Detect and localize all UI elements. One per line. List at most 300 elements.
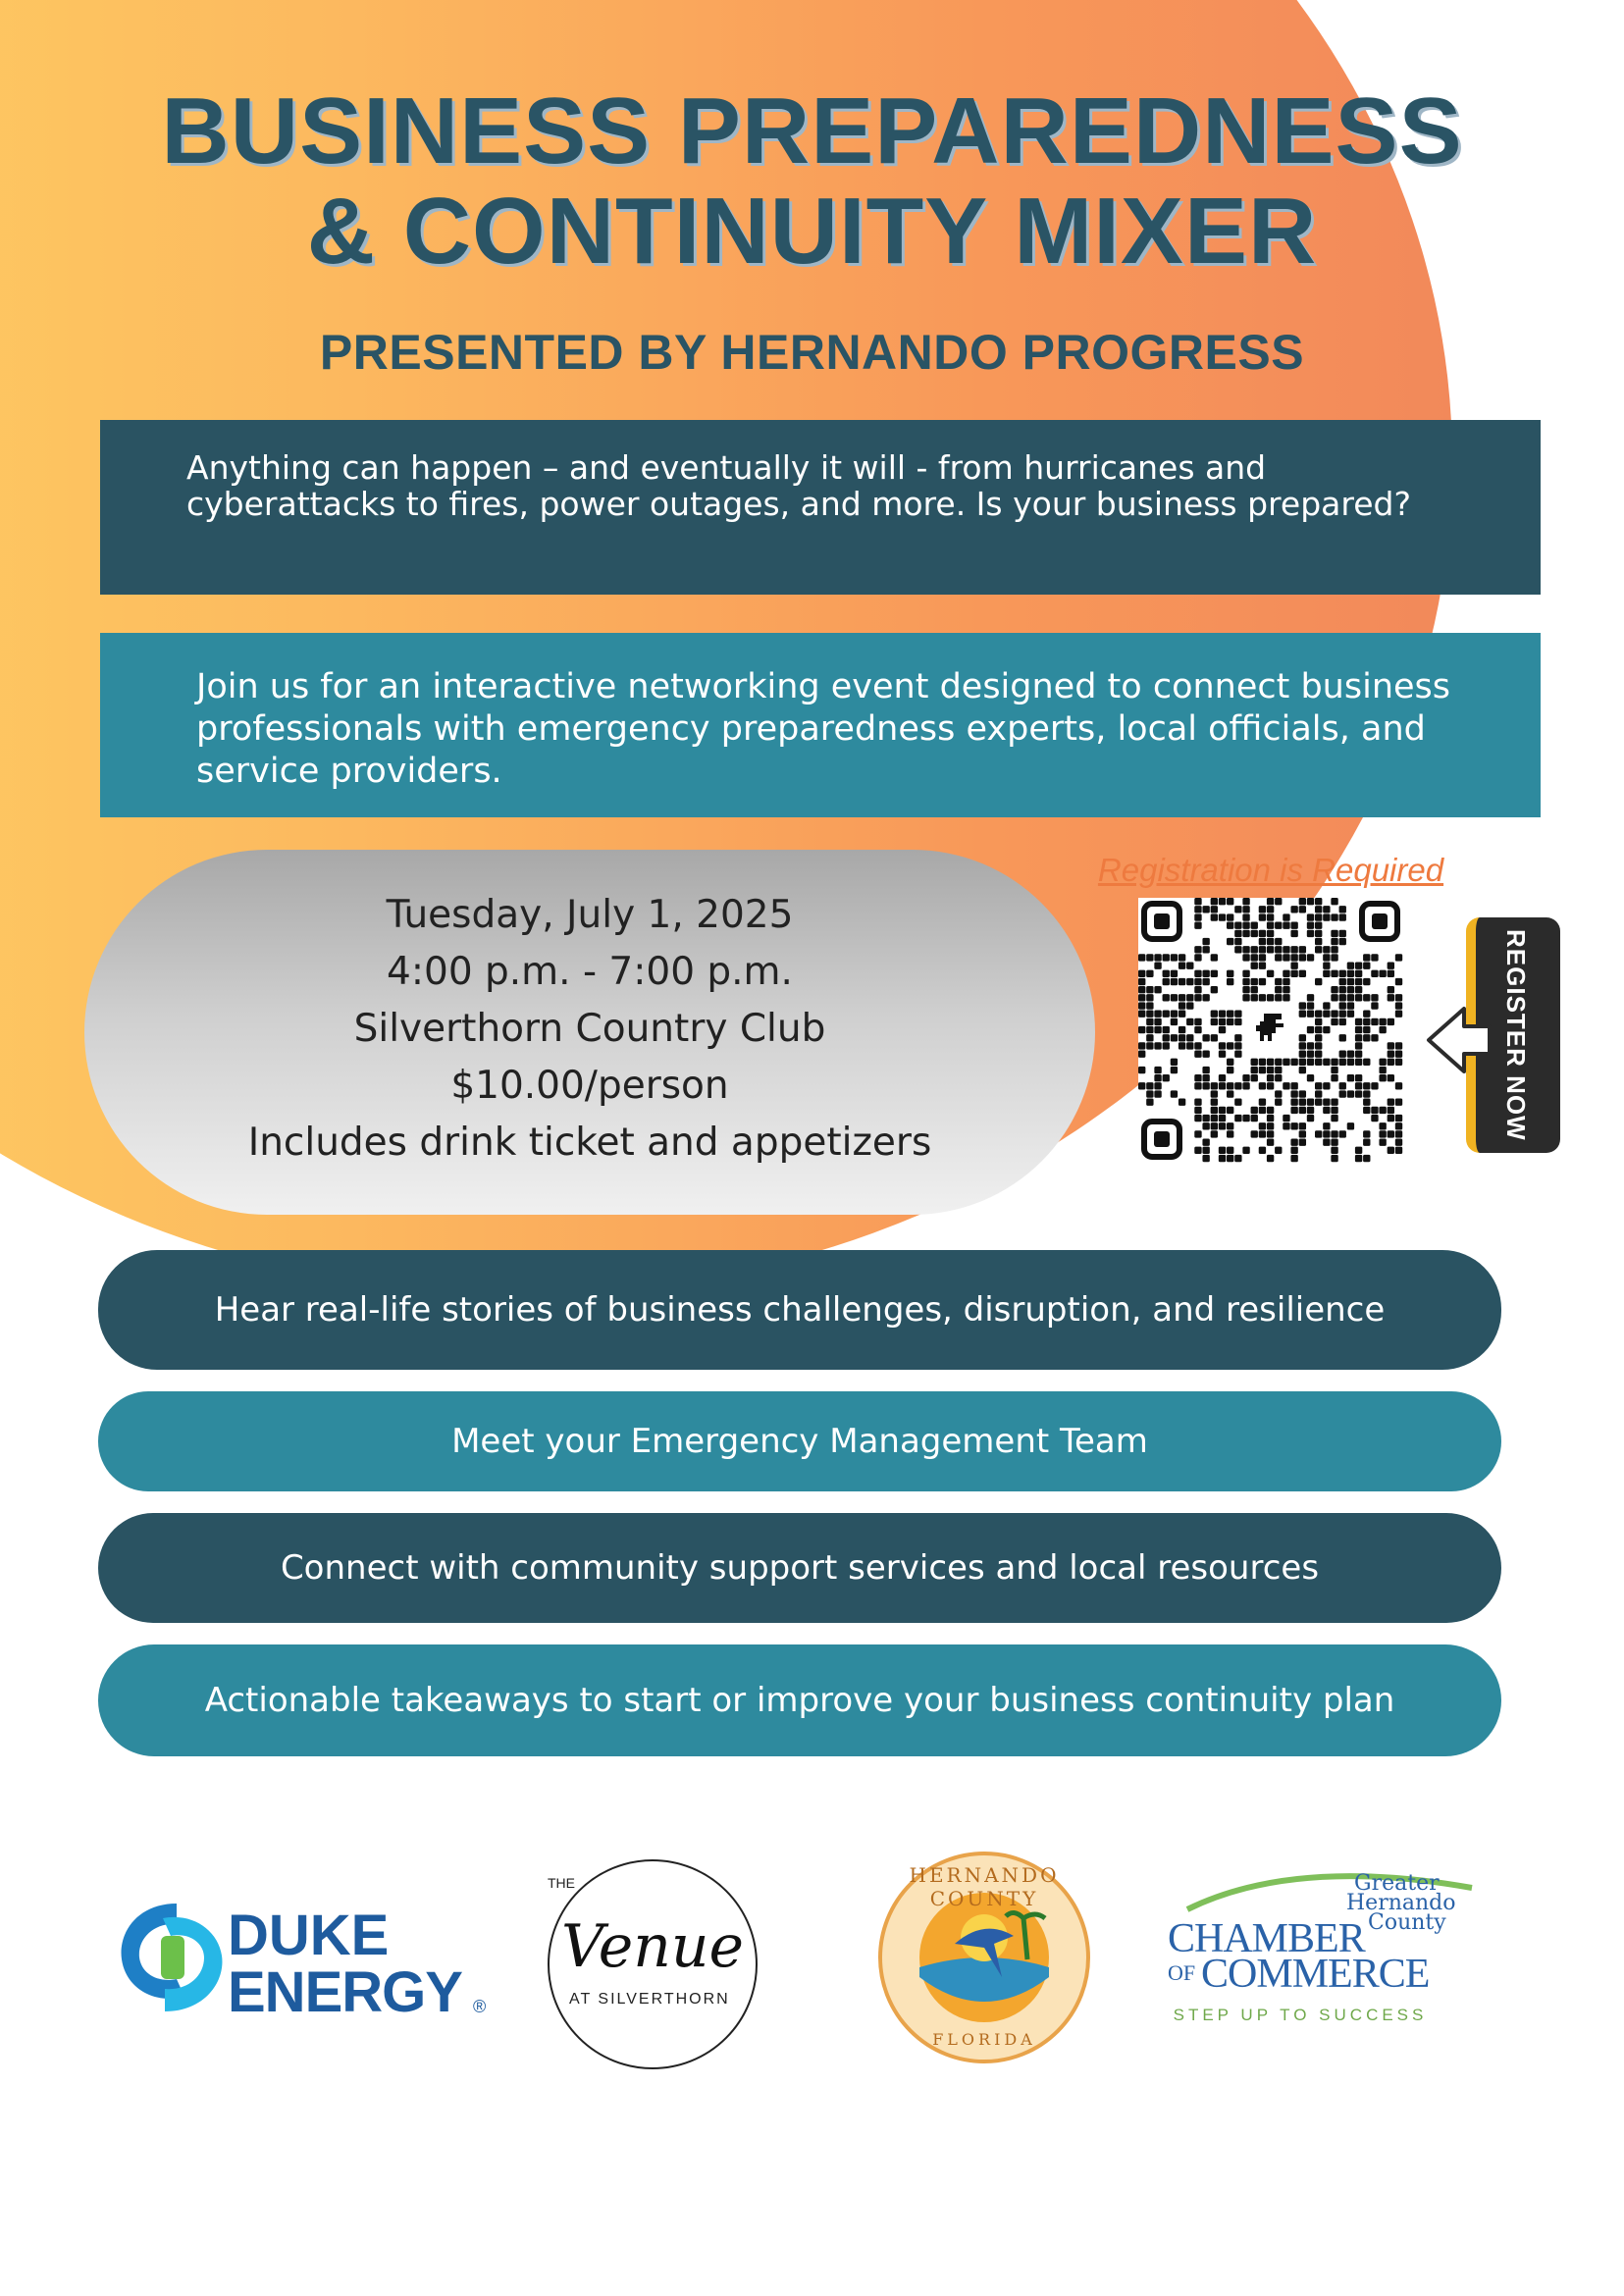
- registered-mark: ®: [473, 1997, 487, 2016]
- qr-module: [1388, 1099, 1394, 1106]
- qr-module: [1339, 970, 1346, 977]
- qr-module: [1219, 1050, 1226, 1057]
- qr-module: [1186, 1042, 1193, 1049]
- qr-module: [1211, 1099, 1218, 1106]
- qr-module: [1171, 978, 1178, 985]
- qr-module: [1146, 1042, 1153, 1049]
- chamber-tagline: STEP UP TO SUCCESS: [1173, 2006, 1428, 2024]
- qr-module: [1315, 1042, 1322, 1049]
- qr-module: [1259, 1099, 1266, 1106]
- qr-module: [1154, 1011, 1161, 1018]
- qr-module: [1290, 922, 1297, 929]
- qr-module: [1371, 970, 1378, 977]
- qr-module: [1275, 938, 1282, 945]
- qr-module: [1267, 994, 1274, 1001]
- duke-energy-logo: [108, 1889, 500, 2026]
- qr-module: [1194, 898, 1201, 905]
- qr-module: [1371, 1018, 1378, 1025]
- qr-module: [1363, 1130, 1370, 1137]
- highlight-pill-3: Connect with community support services and local resources: [98, 1513, 1501, 1623]
- qr-module: [1138, 1067, 1145, 1073]
- qr-module: [1179, 954, 1185, 961]
- qr-module: [1138, 1011, 1145, 1018]
- qr-module: [1275, 946, 1282, 953]
- qr-module: [1347, 1050, 1354, 1057]
- qr-module: [1179, 978, 1185, 985]
- qr-module: [1315, 1099, 1322, 1106]
- qr-module: [1363, 1018, 1370, 1025]
- qr-module: [1347, 1122, 1354, 1129]
- qr-module: [1355, 1018, 1362, 1025]
- qr-module: [1331, 1107, 1337, 1114]
- qr-module: [1146, 1026, 1153, 1033]
- qr-module: [1371, 1034, 1378, 1041]
- qr-module: [1307, 898, 1314, 905]
- qr-module: [1202, 1155, 1209, 1162]
- qr-module: [1290, 1099, 1297, 1106]
- qr-module: [1186, 994, 1193, 1001]
- qr-module: [1219, 1155, 1226, 1162]
- qr-module: [1283, 1082, 1289, 1089]
- qr-module: [1371, 954, 1378, 961]
- qr-module: [1194, 1074, 1201, 1081]
- qr-module: [1379, 1107, 1386, 1114]
- qr-module: [1267, 1138, 1274, 1145]
- qr-module: [1154, 986, 1161, 993]
- qr-module: [1251, 1107, 1258, 1114]
- qr-module: [1315, 1034, 1322, 1041]
- qr-module: [1355, 1059, 1362, 1066]
- qr-module: [1186, 962, 1193, 968]
- join-box: [100, 633, 1541, 817]
- qr-module: [1211, 913, 1218, 920]
- qr-module: [1331, 970, 1337, 977]
- qr-module: [1331, 898, 1337, 905]
- qr-module: [1315, 913, 1322, 920]
- qr-module: [1267, 1115, 1274, 1122]
- qr-module: [1227, 970, 1233, 977]
- qr-module: [1395, 1115, 1402, 1122]
- qr-code-graphic: [1138, 898, 1403, 1163]
- qr-module: [1267, 1122, 1274, 1129]
- qr-module: [1331, 1074, 1337, 1081]
- qr-module: [1234, 1115, 1241, 1122]
- qr-module: [1259, 1130, 1266, 1137]
- qr-module: [1339, 1002, 1346, 1009]
- venue-sub-text: AT SILVERTHORN: [569, 1991, 730, 2008]
- qr-module: [1275, 994, 1282, 1001]
- qr-module: [1307, 994, 1314, 1001]
- qr-module: [1194, 1082, 1201, 1089]
- qr-module: [1283, 1122, 1289, 1129]
- qr-module: [1219, 913, 1226, 920]
- qr-module: [1171, 1059, 1178, 1066]
- qr-module: [1307, 1059, 1314, 1066]
- qr-module: [1219, 898, 1226, 905]
- qr-module: [1259, 978, 1266, 985]
- qr-module: [1395, 1099, 1402, 1106]
- qr-module: [1355, 1074, 1362, 1081]
- qr-module: [1331, 954, 1337, 961]
- qr-module: [1315, 1059, 1322, 1066]
- qr-module: [1299, 946, 1306, 953]
- qr-module: [1363, 1011, 1370, 1018]
- qr-module: [1194, 1107, 1201, 1114]
- qr-module: [1154, 962, 1161, 968]
- qr-module: [1290, 1122, 1297, 1129]
- qr-module: [1379, 1074, 1386, 1081]
- qr-module: [1290, 1138, 1297, 1145]
- qr-module: [1179, 1026, 1185, 1033]
- chamber-greater-text: Greater: [1354, 1871, 1440, 1896]
- qr-module: [1179, 1011, 1185, 1018]
- qr-module: [1219, 1082, 1226, 1089]
- chamber-of-commerce-logo: [1158, 1862, 1482, 2039]
- qr-module: [1299, 1107, 1306, 1114]
- qr-module: [1323, 906, 1330, 913]
- qr-module: [1363, 978, 1370, 985]
- qr-module: [1347, 970, 1354, 977]
- qr-module: [1163, 1034, 1170, 1041]
- qr-module: [1275, 978, 1282, 985]
- venue-logo: [548, 1859, 758, 2069]
- qr-module: [1259, 962, 1266, 968]
- qr-module: [1307, 922, 1314, 929]
- qr-module: [1211, 986, 1218, 993]
- qr-module: [1355, 970, 1362, 977]
- qr-module: [1395, 1147, 1402, 1154]
- qr-module: [1275, 1099, 1282, 1106]
- qr-module: [1323, 954, 1330, 961]
- qr-module: [1251, 994, 1258, 1001]
- qr-module: [1251, 922, 1258, 929]
- qr-module: [1194, 906, 1201, 913]
- qr-module: [1227, 978, 1233, 985]
- qr-module: [1331, 1018, 1337, 1025]
- qr-module: [1371, 1082, 1378, 1089]
- qr-module: [1163, 1011, 1170, 1018]
- qr-module: [1251, 1115, 1258, 1122]
- qr-module: [1315, 922, 1322, 929]
- qr-module: [1234, 1034, 1241, 1041]
- qr-module: [1227, 922, 1233, 929]
- qr-module: [1194, 1115, 1201, 1122]
- qr-module: [1171, 970, 1178, 977]
- qr-module: [1299, 1138, 1306, 1145]
- qr-module: [1395, 1130, 1402, 1137]
- qr-module: [1331, 994, 1337, 1001]
- qr-module: [1194, 1042, 1201, 1049]
- qr-module: [1227, 1042, 1233, 1049]
- qr-module: [1347, 1002, 1354, 1009]
- qr-module: [1227, 1082, 1233, 1089]
- qr-module: [1202, 1034, 1209, 1041]
- qr-module: [1290, 930, 1297, 937]
- qr-module: [1388, 1059, 1394, 1066]
- qr-module: [1211, 1018, 1218, 1025]
- registration-required-note[interactable]: Registration is Required: [1097, 852, 1444, 888]
- qr-module: [1299, 1002, 1306, 1009]
- chamber-county-text: County: [1368, 1910, 1446, 1935]
- qr-module: [1179, 962, 1185, 968]
- qr-module: [1331, 1138, 1337, 1145]
- qr-module: [1331, 1059, 1337, 1066]
- qr-module: [1323, 1099, 1330, 1106]
- qr-module: [1227, 1018, 1233, 1025]
- qr-module: [1363, 1155, 1370, 1162]
- qr-module: [1242, 946, 1249, 953]
- qr-module: [1211, 1011, 1218, 1018]
- qr-module: [1323, 962, 1330, 968]
- qr-module: [1388, 1018, 1394, 1025]
- qr-module: [1251, 1067, 1258, 1073]
- qr-module: [1331, 1115, 1337, 1122]
- qr-module: [1307, 1050, 1314, 1057]
- qr-module: [1202, 994, 1209, 1001]
- qr-module: [1371, 1115, 1378, 1122]
- qr-module: [1315, 1130, 1322, 1137]
- qr-module: [1179, 1034, 1185, 1041]
- qr-module: [1275, 1074, 1282, 1081]
- qr-module: [1171, 1018, 1178, 1025]
- qr-module: [1267, 1067, 1274, 1073]
- qr-module: [1323, 1107, 1330, 1114]
- qr-module: [1242, 994, 1249, 1001]
- qr-module: [1202, 1122, 1209, 1129]
- qr-module: [1339, 1011, 1346, 1018]
- qr-module: [1242, 954, 1249, 961]
- qr-module: [1315, 1082, 1322, 1089]
- qr-module: [1339, 913, 1346, 920]
- qr-module: [1194, 913, 1201, 920]
- qr-module: [1171, 954, 1178, 961]
- qr-module: [1388, 1107, 1394, 1114]
- qr-module: [1242, 1074, 1249, 1081]
- qr-module: [1234, 938, 1241, 945]
- qr-module: [1219, 1042, 1226, 1049]
- qr-module: [1363, 1059, 1370, 1066]
- qr-module: [1219, 1026, 1226, 1033]
- qr-module: [1299, 1011, 1306, 1018]
- qr-module: [1171, 1090, 1178, 1097]
- qr-module: [1347, 986, 1354, 993]
- qr-module: [1283, 913, 1289, 920]
- duke-text: DUKE: [228, 1904, 390, 1967]
- qr-module: [1234, 1018, 1241, 1025]
- title-line-1: BUSINESS PREPAREDNESS: [161, 78, 1463, 183]
- qr-module: [1259, 994, 1266, 1001]
- qr-module: [1299, 1122, 1306, 1129]
- qr-module: [1194, 1147, 1201, 1154]
- qr-module: [1259, 954, 1266, 961]
- qr-module: [1267, 938, 1274, 945]
- qr-module: [1219, 1122, 1226, 1129]
- qr-module: [1331, 1147, 1337, 1154]
- qr-module: [1355, 1147, 1362, 1154]
- qr-module: [1323, 1122, 1330, 1129]
- qr-module: [1331, 1011, 1337, 1018]
- qr-module: [1267, 970, 1274, 977]
- qr-module: [1242, 906, 1249, 913]
- qr-module: [1202, 1147, 1209, 1154]
- qr-module: [1379, 1059, 1386, 1066]
- qr-module: [1219, 1107, 1226, 1114]
- qr-module: [1379, 1067, 1386, 1073]
- qr-module: [1379, 1018, 1386, 1025]
- qr-module: [1323, 1082, 1330, 1089]
- qr-module: [1202, 1138, 1209, 1145]
- qr-module: [1211, 898, 1218, 905]
- qr-module: [1283, 922, 1289, 929]
- qr-module: [1171, 1011, 1178, 1018]
- qr-module: [1299, 1050, 1306, 1057]
- qr-module: [1211, 1090, 1218, 1097]
- qr-module: [1138, 986, 1145, 993]
- qr-module: [1219, 1115, 1226, 1122]
- qr-module: [1290, 970, 1297, 977]
- qr-module: [1339, 1082, 1346, 1089]
- qr-module: [1227, 898, 1233, 905]
- highlight-pill-4: Actionable takeaways to start or improve your business continuity plan: [98, 1644, 1501, 1756]
- qr-module: [1315, 938, 1322, 945]
- venue-the-text: THE: [548, 1875, 575, 1891]
- qr-module: [1275, 1147, 1282, 1154]
- qr-module: [1395, 1002, 1402, 1009]
- qr-module: [1194, 954, 1201, 961]
- qr-module: [1290, 1059, 1297, 1066]
- qr-module: [1202, 1050, 1209, 1057]
- qr-module: [1267, 1107, 1274, 1114]
- qr-module: [1138, 994, 1145, 1001]
- qr-module: [1251, 1059, 1258, 1066]
- qr-module: [1339, 978, 1346, 985]
- qr-module: [1299, 970, 1306, 977]
- qr-module: [1275, 922, 1282, 929]
- qr-module: [1259, 1147, 1266, 1154]
- qr-module: [1339, 986, 1346, 993]
- qr-module: [1171, 1034, 1178, 1041]
- qr-module: [1227, 1155, 1233, 1162]
- qr-module: [1154, 1018, 1161, 1025]
- qr-module: [1307, 1026, 1314, 1033]
- qr-module: [1347, 962, 1354, 968]
- county-bottom-text: FLORIDA: [932, 2030, 1036, 2049]
- qr-module: [1323, 1002, 1330, 1009]
- qr-module: [1179, 994, 1185, 1001]
- qr-module: [1186, 978, 1193, 985]
- qr-module: [1234, 1099, 1241, 1106]
- qr-module: [1299, 1130, 1306, 1137]
- qr-module: [1275, 1059, 1282, 1066]
- qr-module: [1251, 946, 1258, 953]
- qr-module: [1146, 986, 1153, 993]
- qr-module: [1379, 1026, 1386, 1033]
- qr-module: [1307, 1074, 1314, 1081]
- qr-module: [1355, 1155, 1362, 1162]
- qr-module: [1154, 954, 1161, 961]
- qr-module: [1227, 913, 1233, 920]
- qr-module: [1339, 1059, 1346, 1066]
- qr-module: [1146, 1011, 1153, 1018]
- qr-module: [1234, 1042, 1241, 1049]
- qr-module: [1299, 954, 1306, 961]
- qr-module: [1363, 994, 1370, 1001]
- energy-text: ENERGY: [228, 1960, 462, 2024]
- venue-name-text: Venue: [560, 1912, 745, 1981]
- qr-module: [1154, 1067, 1161, 1073]
- qr-module: [1154, 1074, 1161, 1081]
- registration-qr-code[interactable]: [1138, 898, 1403, 1163]
- qr-module: [1347, 978, 1354, 985]
- qr-module: [1267, 898, 1274, 905]
- qr-module: [1194, 1099, 1201, 1106]
- qr-module: [1363, 1138, 1370, 1145]
- qr-module: [1331, 1130, 1337, 1137]
- qr-module: [1138, 978, 1145, 985]
- join-text: Join us for an interactive networking event designed to connect business professionals with emergency preparedness experts, local officials, and service providers.: [196, 667, 1451, 791]
- qr-module: [1171, 994, 1178, 1001]
- qr-module: [1211, 1034, 1218, 1041]
- qr-module: [1331, 1099, 1337, 1106]
- qr-module: [1194, 994, 1201, 1001]
- qr-module: [1355, 978, 1362, 985]
- qr-module: [1315, 1018, 1322, 1025]
- qr-module: [1194, 970, 1201, 977]
- qr-module: [1259, 1122, 1266, 1129]
- qr-module: [1388, 994, 1394, 1001]
- qr-module: [1267, 922, 1274, 929]
- qr-module: [1211, 1107, 1218, 1114]
- qr-module: [1395, 994, 1402, 1001]
- qr-module: [1202, 906, 1209, 913]
- qr-module: [1283, 946, 1289, 953]
- qr-module: [1339, 930, 1346, 937]
- qr-module: [1227, 1122, 1233, 1129]
- qr-module: [1219, 1011, 1226, 1018]
- qr-module: [1163, 1026, 1170, 1033]
- qr-module: [1339, 938, 1346, 945]
- qr-module: [1234, 930, 1241, 937]
- qr-module: [1146, 1090, 1153, 1097]
- event-time: 4:00 p.m. - 7:00 p.m.: [387, 950, 793, 994]
- qr-module: [1146, 1099, 1153, 1106]
- qr-module: [1275, 1090, 1282, 1097]
- qr-module: [1299, 898, 1306, 905]
- qr-module: [1290, 954, 1297, 961]
- qr-module: [1242, 978, 1249, 985]
- qr-module: [1388, 970, 1394, 977]
- presented-by: PRESENTED BY HERNANDO PROGRESS: [319, 325, 1305, 380]
- qr-module: [1138, 970, 1145, 977]
- qr-module: [1275, 898, 1282, 905]
- qr-module: [1307, 1107, 1314, 1114]
- qr-module: [1395, 1138, 1402, 1145]
- qr-module: [1315, 978, 1322, 985]
- qr-module: [1307, 1011, 1314, 1018]
- qr-module: [1227, 1130, 1233, 1137]
- qr-module: [1259, 1067, 1266, 1073]
- qr-module: [1355, 1050, 1362, 1057]
- event-price: $10.00/person: [450, 1064, 729, 1108]
- qr-module: [1194, 946, 1201, 953]
- qr-module: [1194, 1026, 1201, 1033]
- qr-module: [1234, 906, 1241, 913]
- qr-module: [1331, 913, 1337, 920]
- qr-module: [1186, 1002, 1193, 1009]
- qr-module: [1242, 1147, 1249, 1154]
- qr-module: [1251, 986, 1258, 993]
- qr-module: [1138, 1042, 1145, 1049]
